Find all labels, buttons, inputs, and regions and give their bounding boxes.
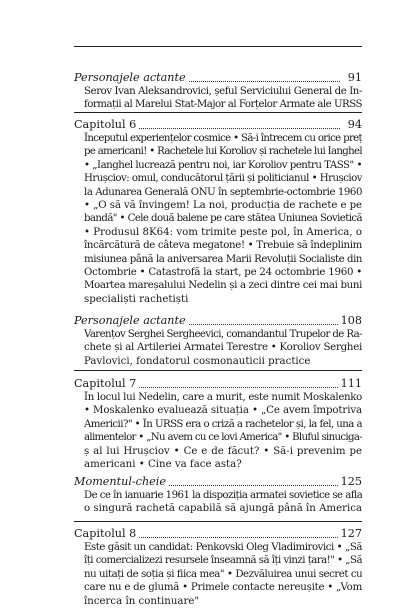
toc-entry-capitolul-8 [74, 526, 362, 608]
toc-line: ș al lui Hrușciov • Ce e de făcut? • Să-i prevenim pe [84, 445, 362, 457]
toc-line: Hrușciov: omul, conducătorul țării și politicianul • Hrușciov [84, 173, 362, 185]
toc-description [84, 85, 362, 112]
toc-description [84, 489, 362, 516]
toc-line: • Moskalenko evaluează situația • „Ce avem împotriva [84, 405, 362, 417]
toc-line: americani • Cine va face asta? [84, 459, 242, 471]
toc-page-number: 127 [340, 527, 362, 540]
toc-line: Serov Ivan Aleksandrovici, șeful Serviciului General de In- [84, 86, 362, 97]
toc-title: Momentul-cheie [74, 475, 166, 488]
toc-line: Octombrie • Catastrofă la start, pe 24 octombrie 1960 • [84, 267, 362, 279]
toc-line: bandă" • Cele două balene pe care stătea Uniunea Sovietică [84, 213, 362, 225]
toc-page-number: 125 [340, 475, 362, 488]
toc-title: Capitolul 6 [74, 118, 137, 131]
toc-description [84, 132, 362, 306]
toc-heading[interactable] [74, 376, 362, 391]
toc-line: • Produsul 8K64: vom trimite peste pol, în America, o [84, 226, 362, 238]
toc-entry-capitolul-6 [74, 117, 362, 306]
toc-line: chete și al Artileriei Armatei Terestre • Koroliov Serghei [84, 342, 362, 354]
toc-line: pe americani! • Rachetele lui Koroliov și rachetele lui Ianghel [84, 146, 362, 158]
toc-line: Începutul experiențelor cosmice • Să-i întrecem cu orice preț [84, 133, 362, 144]
toc-entry-capitolul-7 [74, 376, 362, 471]
toc-heading[interactable] [74, 313, 362, 328]
toc-heading[interactable] [74, 526, 362, 541]
toc-line: Varențov Serghei Sergheevici, comandantul Trupelor de Ra- [84, 329, 362, 340]
top-rule [74, 46, 362, 47]
toc-line: îți comercializezi resursele înseamnă să îți vinzi țara!" • „Să [84, 555, 362, 567]
toc-line: formații al Marelui Stat-Major al Forțelor Armate ale URSS [84, 99, 362, 111]
toc-line: De ce în ianuarie 1961 la dispoziția armatei sovietice se afla [84, 490, 362, 501]
toc-line: Este găsit un candidat: Penkovski Oleg Vladimirovici • „Să [84, 542, 362, 553]
toc-title: Capitolul 8 [74, 527, 137, 540]
toc-description [84, 328, 362, 368]
toc-page-number: 94 [347, 118, 362, 131]
toc-entry-personajele-actante-2 [74, 313, 362, 368]
toc-entry-momentul-cheie [74, 474, 362, 516]
toc-title: Personajele actante [74, 314, 186, 327]
toc-entry-personajele-actante-1 [74, 70, 362, 112]
toc-line: încerca în continuare" [84, 595, 200, 607]
toc-heading[interactable] [74, 474, 362, 489]
toc-line: o singură rachetă capabilă să ajungă până în America [84, 503, 362, 515]
toc-page-number: 91 [347, 71, 362, 84]
toc-line: alimentelor • „Nu avem cu ce lovi America" • Bluful sinuciga- [84, 432, 362, 444]
toc-heading[interactable] [74, 117, 362, 132]
toc-line: încărcătură de câteva megatone! • Trebuie să îndeplinim [84, 240, 362, 252]
toc-line: În locul lui Nedelin, care a murit, este numit Moskalenko [84, 392, 362, 403]
section-divider [74, 370, 362, 371]
toc-line: Americii?" • În URSS era o criză a rachetelor și, la fel, una a [84, 418, 362, 430]
toc-title: Personajele actante [74, 71, 186, 84]
toc-line: care nu e de glumă • Primele contacte nereușite • „Vom [84, 582, 362, 594]
toc-page-number: 111 [340, 377, 362, 390]
toc-line: • „O să vă învingem! La noi, producția de rachete e pe [84, 200, 362, 212]
toc-line: Pavlovici, fondatorul cosmonauticii practice [84, 355, 311, 367]
toc-line: misiunea până la aniversarea Marii Revoluții Socialiste din [84, 253, 362, 265]
toc-description [84, 391, 362, 471]
toc-line: nu uitați de soția și fiica mea" • Dezvăluirea unui secret cu [84, 568, 362, 580]
toc-line: Moartea mareșalului Nedelin și a zeci dintre cei mai buni [84, 280, 362, 292]
toc-page-number: 108 [340, 314, 362, 327]
toc-heading[interactable] [74, 70, 362, 85]
section-divider [74, 112, 362, 113]
section-divider [74, 521, 362, 522]
toc-line: specialiști rachetiști [84, 293, 189, 305]
toc-description [84, 541, 362, 608]
toc-line: • „Ianghel lucrează pentru noi, iar Koroliov pentru TASS" • [84, 159, 362, 171]
toc-line: la Adunarea Generală ONU în septembrie-octombrie 1960 [84, 186, 362, 198]
toc-title: Capitolul 7 [74, 377, 137, 390]
